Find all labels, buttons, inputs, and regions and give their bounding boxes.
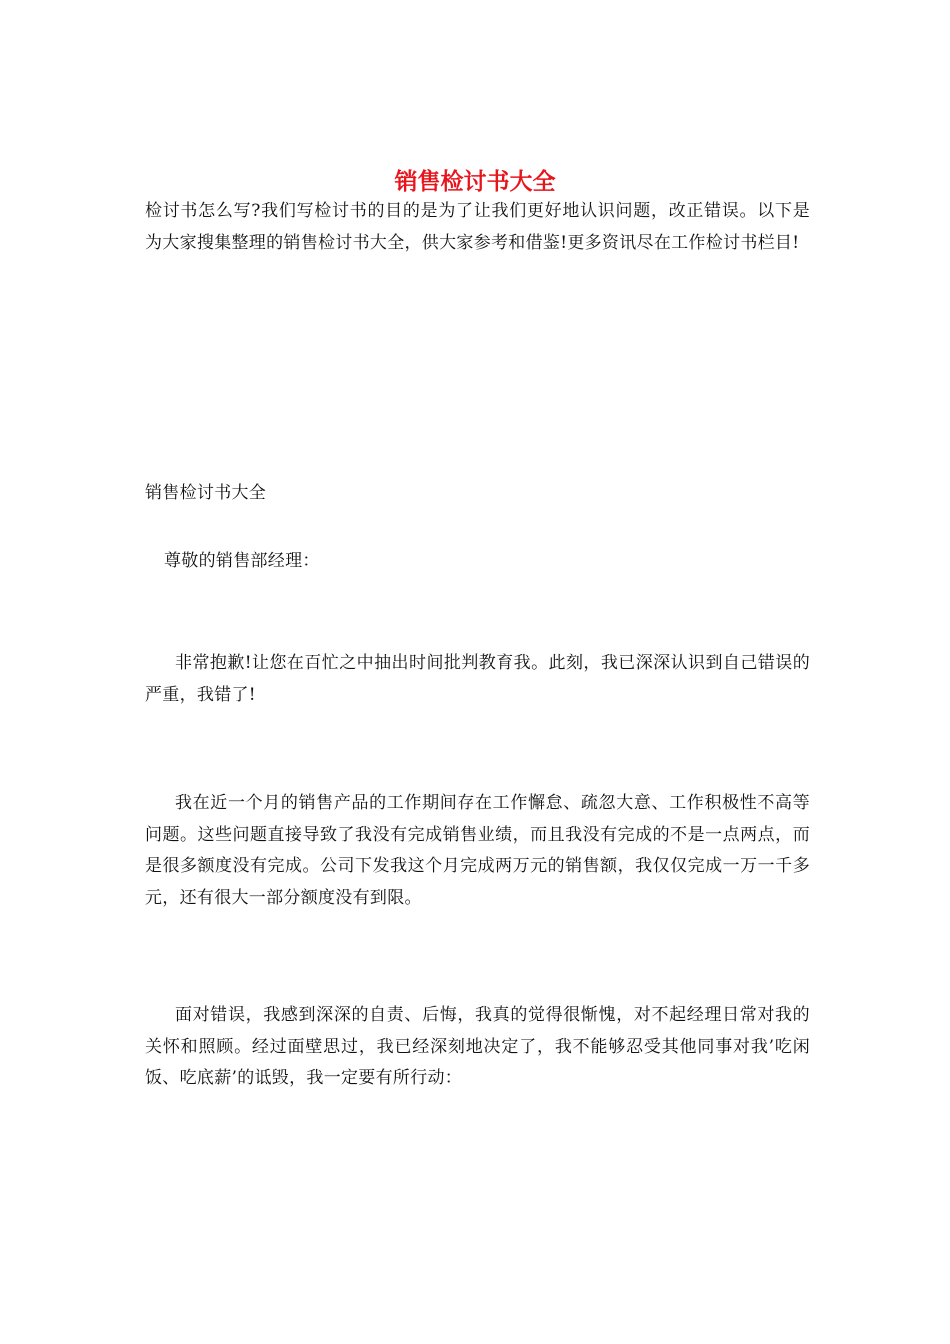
body-paragraph: 非常抱歉!让您在百忙之中抽出时间批判教育我。此刻，我已深深认识到自己错误的严重，我错了! <box>145 653 810 705</box>
body-paragraph: 面对错误，我感到深深的自责、后悔，我真的觉得很惭愧，对不起经理日常对我的关怀和照顾。经过面壁思过，我已经深刻地决定了，我不能够忍受其他同事对我’吃闲饭、吃底薪’的诋毁，我一定要有所行动： <box>145 1005 810 1088</box>
intro-paragraph: 检讨书怎么写?我们写检讨书的目的是为了让我们更好地认识问题，改正错误。以下是为大家搜集整理的销售检讨书大全，供大家参考和借鉴!更多资讯尽在工作检讨书栏目! <box>145 201 810 253</box>
body-paragraph: 我在近一个月的销售产品的工作期间存在工作懈怠、疏忽大意、工作积极性不高等问题。这些问题直接导致了我没有完成销售业绩，而且我没有完成的不是一点两点，而是很多额度没有完成。公司下发我这个月完成两万元的销售额，我仅仅完成一万一千多元，还有很大一部分额度没有到限。 <box>145 793 810 908</box>
salutation: 尊敬的销售部经理： <box>164 551 320 571</box>
section-subtitle: 销售检讨书大全 <box>145 483 267 503</box>
document-title: 销售检讨书大全 <box>394 168 556 196</box>
